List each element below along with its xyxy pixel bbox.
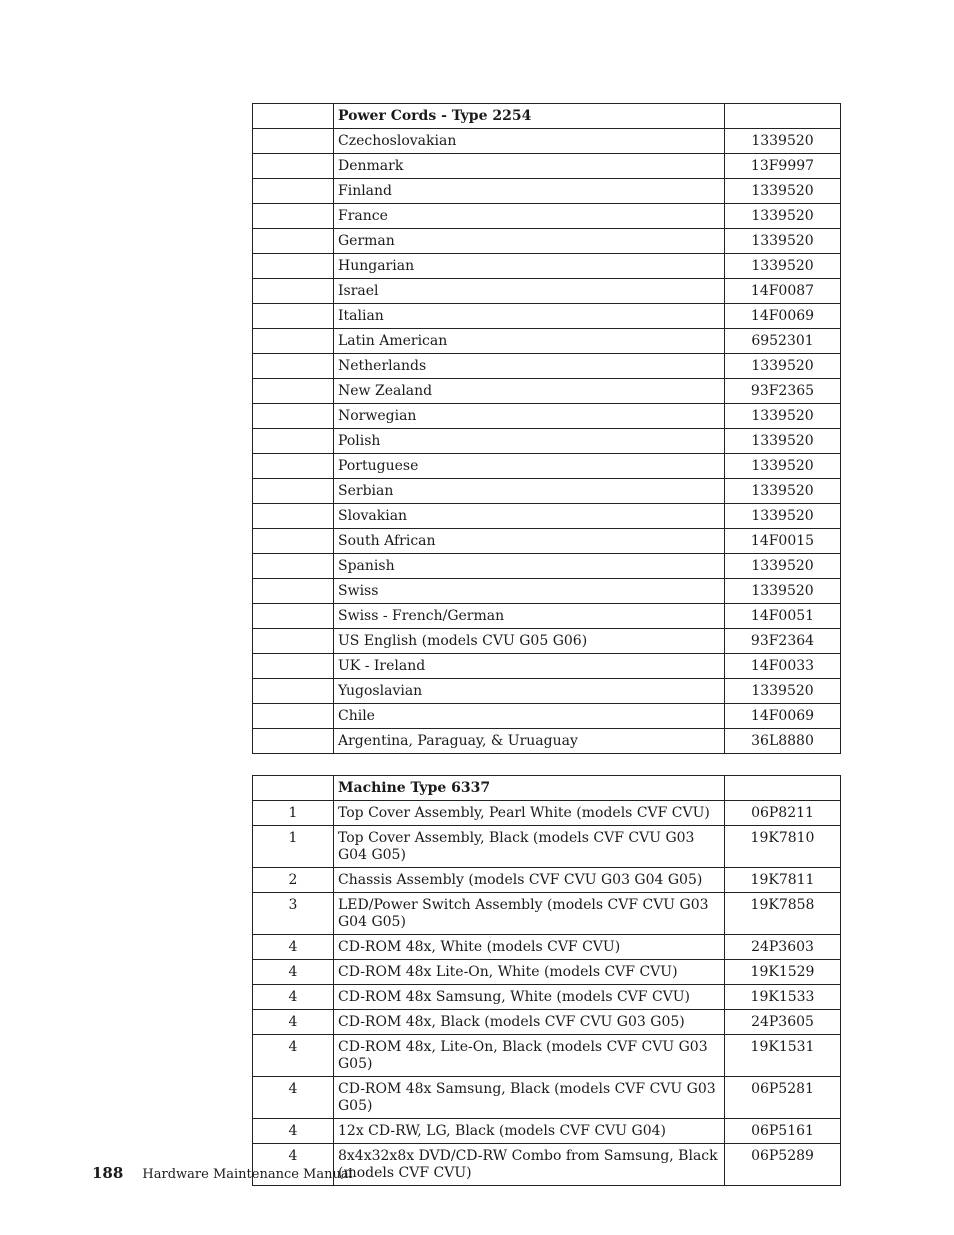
table-row xyxy=(253,229,841,254)
part-number-cell: 14F0051 xyxy=(725,604,841,629)
part-number-cell: 36L8880 xyxy=(725,729,841,754)
description-cell: CD-ROM 48x Samsung, White (models CVF CVU) xyxy=(334,985,725,1010)
part-number-cell: 24P3605 xyxy=(725,1010,841,1035)
description-cell: CD-ROM 48x, Black (models CVF CVU G03 G05) xyxy=(334,1010,725,1035)
part-number-cell xyxy=(725,776,841,801)
part-number-cell: 19K7858 xyxy=(725,893,841,935)
table-row xyxy=(253,826,841,868)
description-cell: Chile xyxy=(334,704,725,729)
table-row xyxy=(253,579,841,604)
description-cell: South African xyxy=(334,529,725,554)
index-cell: 4 xyxy=(253,1144,334,1186)
part-number-cell: 19K1529 xyxy=(725,960,841,985)
description-cell: Slovakian xyxy=(334,504,725,529)
index-cell: 4 xyxy=(253,1077,334,1119)
table-row xyxy=(253,554,841,579)
description-cell: Chassis Assembly (models CVF CVU G03 G04 G05) xyxy=(334,868,725,893)
table-row xyxy=(253,404,841,429)
index-cell: 4 xyxy=(253,935,334,960)
description-cell: Top Cover Assembly, Black (models CVF CVU G03 G04 G05) xyxy=(334,826,725,868)
part-number-cell: 13F9997 xyxy=(725,154,841,179)
index-cell: 4 xyxy=(253,1035,334,1077)
part-number-cell: 1339520 xyxy=(725,454,841,479)
part-number-cell: 1339520 xyxy=(725,254,841,279)
description-cell: Latin American xyxy=(334,329,725,354)
part-number-cell: 1339520 xyxy=(725,354,841,379)
index-cell xyxy=(253,179,334,204)
part-number-cell: 93F2365 xyxy=(725,379,841,404)
description-cell: Top Cover Assembly, Pearl White (models CVF CVU) xyxy=(334,801,725,826)
table-row xyxy=(253,454,841,479)
index-cell xyxy=(253,654,334,679)
part-number-cell: 19K1533 xyxy=(725,985,841,1010)
index-cell xyxy=(253,704,334,729)
index-cell: 2 xyxy=(253,868,334,893)
description-cell: CD-ROM 48x Lite-On, White (models CVF CVU) xyxy=(334,960,725,985)
description-cell: 12x CD-RW, LG, Black (models CVF CVU G04) xyxy=(334,1119,725,1144)
index-cell xyxy=(253,229,334,254)
description-cell: New Zealand xyxy=(334,379,725,404)
part-number-cell: 14F0069 xyxy=(725,304,841,329)
index-cell xyxy=(253,776,334,801)
table-header-row xyxy=(253,104,841,129)
table-row xyxy=(253,729,841,754)
table-row xyxy=(253,1035,841,1077)
manual-title: Hardware Maintenance Manual xyxy=(142,1167,353,1182)
part-number-cell: 14F0069 xyxy=(725,704,841,729)
table-row xyxy=(253,1077,841,1119)
part-number-cell: 1339520 xyxy=(725,429,841,454)
index-cell xyxy=(253,604,334,629)
description-cell: German xyxy=(334,229,725,254)
table-header-row xyxy=(253,776,841,801)
description-cell: Israel xyxy=(334,279,725,304)
index-cell: 4 xyxy=(253,960,334,985)
description-cell: Netherlands xyxy=(334,354,725,379)
description-cell: Hungarian xyxy=(334,254,725,279)
description-cell: Czechoslovakian xyxy=(334,129,725,154)
index-cell xyxy=(253,354,334,379)
index-cell xyxy=(253,554,334,579)
index-cell: 3 xyxy=(253,893,334,935)
table-row xyxy=(253,529,841,554)
part-number-cell: 06P5289 xyxy=(725,1144,841,1186)
index-cell: 4 xyxy=(253,985,334,1010)
table-row xyxy=(253,204,841,229)
index-cell: 4 xyxy=(253,1119,334,1144)
table-row xyxy=(253,801,841,826)
description-cell: Finland xyxy=(334,179,725,204)
description-cell: Serbian xyxy=(334,479,725,504)
power-cords-table xyxy=(252,103,841,754)
table-row xyxy=(253,1119,841,1144)
part-number-cell: 14F0033 xyxy=(725,654,841,679)
description-cell: US English (models CVU G05 G06) xyxy=(334,629,725,654)
table-row xyxy=(253,304,841,329)
part-number-cell: 1339520 xyxy=(725,679,841,704)
index-cell xyxy=(253,504,334,529)
table-row xyxy=(253,985,841,1010)
part-number-cell: 14F0015 xyxy=(725,529,841,554)
table-row xyxy=(253,935,841,960)
table-row xyxy=(253,704,841,729)
table-row xyxy=(253,429,841,454)
part-number-cell: 19K7810 xyxy=(725,826,841,868)
part-number-cell: 1339520 xyxy=(725,179,841,204)
index-cell xyxy=(253,279,334,304)
part-number-cell: 19K7811 xyxy=(725,868,841,893)
part-number-cell: 1339520 xyxy=(725,204,841,229)
part-number-cell: 14F0087 xyxy=(725,279,841,304)
description-cell: CD-ROM 48x, White (models CVF CVU) xyxy=(334,935,725,960)
description-cell: Polish xyxy=(334,429,725,454)
part-number-cell: 1339520 xyxy=(725,579,841,604)
part-number-cell: 1339520 xyxy=(725,479,841,504)
table-row xyxy=(253,254,841,279)
index-cell xyxy=(253,129,334,154)
index-cell xyxy=(253,729,334,754)
table-row xyxy=(253,960,841,985)
table-row xyxy=(253,604,841,629)
table-title: Machine Type 6337 xyxy=(334,776,725,801)
table-row xyxy=(253,379,841,404)
table-row xyxy=(253,679,841,704)
table-row xyxy=(253,129,841,154)
index-cell xyxy=(253,379,334,404)
index-cell xyxy=(253,679,334,704)
part-number-cell: 1339520 xyxy=(725,504,841,529)
part-number-cell: 06P5161 xyxy=(725,1119,841,1144)
index-cell xyxy=(253,204,334,229)
index-cell xyxy=(253,479,334,504)
description-cell: Italian xyxy=(334,304,725,329)
description-cell: Swiss - French/German xyxy=(334,604,725,629)
index-cell xyxy=(253,104,334,129)
index-cell xyxy=(253,329,334,354)
table-row xyxy=(253,1010,841,1035)
index-cell xyxy=(253,304,334,329)
part-number-cell: 06P5281 xyxy=(725,1077,841,1119)
index-cell: 1 xyxy=(253,826,334,868)
table-row xyxy=(253,629,841,654)
part-number-cell: 1339520 xyxy=(725,229,841,254)
table-row xyxy=(253,479,841,504)
index-cell xyxy=(253,404,334,429)
part-number-cell: 24P3603 xyxy=(725,935,841,960)
part-number-cell: 1339520 xyxy=(725,129,841,154)
description-cell: Norwegian xyxy=(334,404,725,429)
index-cell xyxy=(253,429,334,454)
description-cell: Spanish xyxy=(334,554,725,579)
machine-type-table xyxy=(252,775,841,1186)
index-cell xyxy=(253,254,334,279)
table-row xyxy=(253,354,841,379)
index-cell: 4 xyxy=(253,1010,334,1035)
description-cell: LED/Power Switch Assembly (models CVF CVU G03 G04 G05) xyxy=(334,893,725,935)
index-cell xyxy=(253,454,334,479)
table-row xyxy=(253,179,841,204)
index-cell xyxy=(253,529,334,554)
description-cell: 8x4x32x8x DVD/CD-RW Combo from Samsung, Black (models CVF CVU) xyxy=(334,1144,725,1186)
part-number-cell xyxy=(725,104,841,129)
index-cell xyxy=(253,579,334,604)
table-row xyxy=(253,329,841,354)
description-cell: CD-ROM 48x, Lite-On, Black (models CVF CVU G03 G05) xyxy=(334,1035,725,1077)
description-cell: Portuguese xyxy=(334,454,725,479)
description-cell: UK - Ireland xyxy=(334,654,725,679)
index-cell xyxy=(253,629,334,654)
index-cell: 1 xyxy=(253,801,334,826)
table-row xyxy=(253,154,841,179)
table-row xyxy=(253,654,841,679)
index-cell xyxy=(253,154,334,179)
description-cell: Argentina, Paraguay, & Uruaguay xyxy=(334,729,725,754)
part-number-cell: 1339520 xyxy=(725,554,841,579)
part-number-cell: 19K1531 xyxy=(725,1035,841,1077)
part-number-cell: 6952301 xyxy=(725,329,841,354)
description-cell: CD-ROM 48x Samsung, Black (models CVF CVU G03 G05) xyxy=(334,1077,725,1119)
table-row xyxy=(253,868,841,893)
table-title: Power Cords - Type 2254 xyxy=(334,104,725,129)
part-number-cell: 06P8211 xyxy=(725,801,841,826)
table-row xyxy=(253,279,841,304)
table-row xyxy=(253,893,841,935)
page-footer xyxy=(92,1163,353,1182)
description-cell: France xyxy=(334,204,725,229)
description-cell: Yugoslavian xyxy=(334,679,725,704)
table-row xyxy=(253,504,841,529)
description-cell: Swiss xyxy=(334,579,725,604)
part-number-cell: 1339520 xyxy=(725,404,841,429)
page-number: 188 xyxy=(92,1164,124,1182)
description-cell: Denmark xyxy=(334,154,725,179)
part-number-cell: 93F2364 xyxy=(725,629,841,654)
